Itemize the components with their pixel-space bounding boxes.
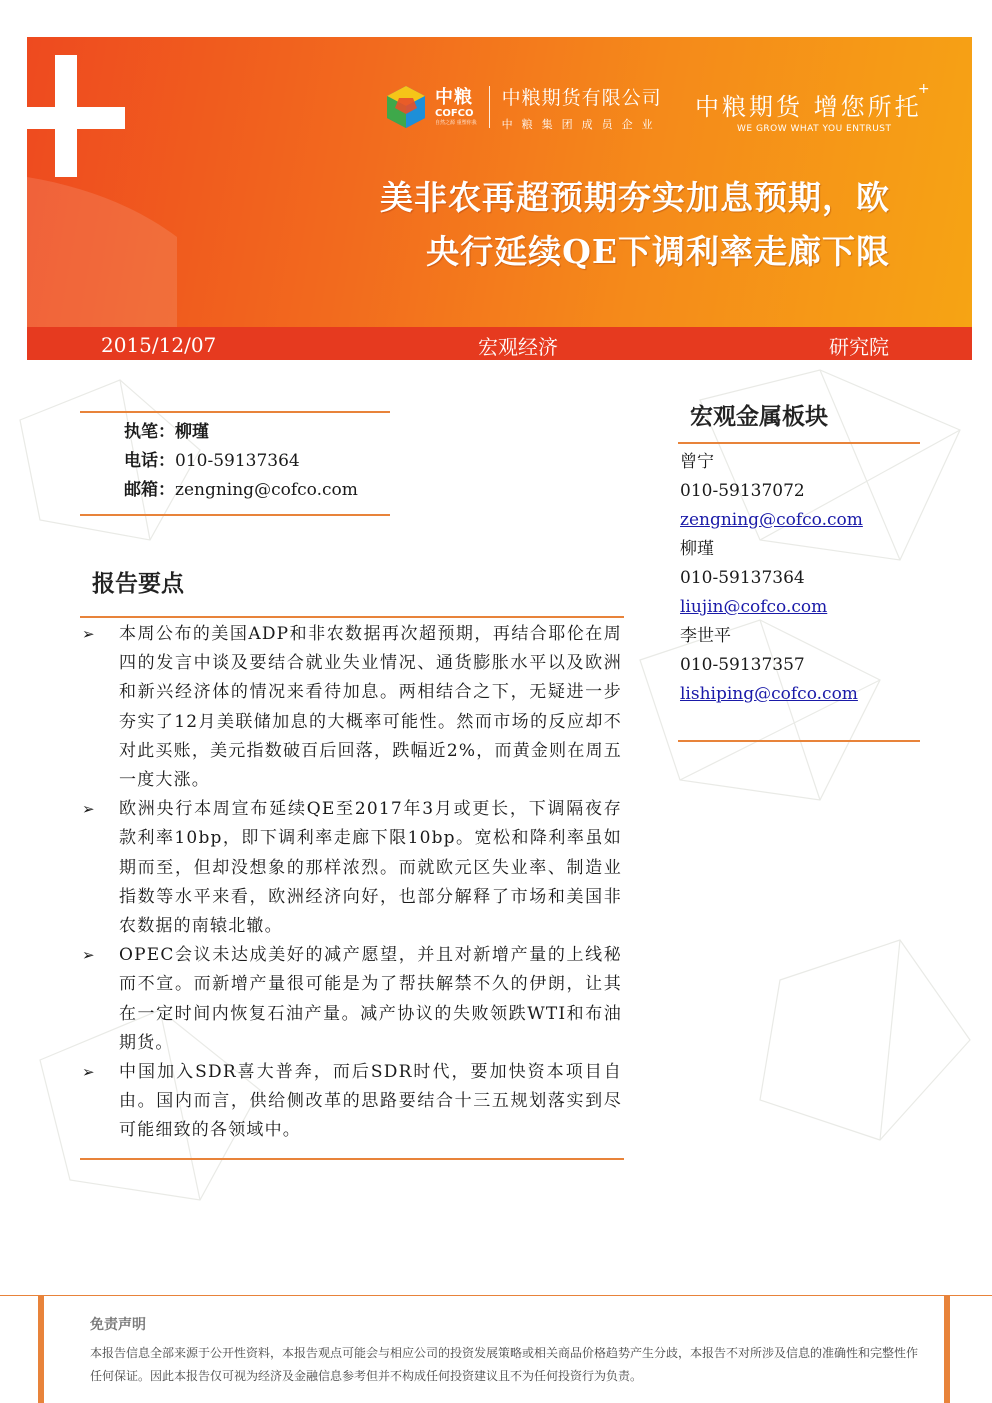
- slogan-cn: 中粮期货 增您所托: [695, 93, 922, 121]
- author-bottom-rule: [80, 514, 390, 516]
- member-email-link[interactable]: lishiping@cofco.com: [680, 684, 858, 704]
- cross-decoration: [27, 37, 227, 327]
- report-point-text: 中国加入SDR喜大普奔，而后SDR时代，要加快资本项目自由。国内而言，供给侧改革的思路要结合十三五规划落实到尽可能细致的各领域中。: [119, 1062, 622, 1141]
- writer-label: 执笔：: [124, 422, 175, 442]
- footer-rule: [0, 1295, 992, 1296]
- report-point: [82, 620, 622, 795]
- member-email-link[interactable]: liujin@cofco.com: [680, 597, 828, 617]
- author-info: [124, 418, 358, 505]
- report-category: 宏观经济: [478, 335, 558, 359]
- member-phone: 010-59137364: [680, 568, 805, 588]
- member-email-link[interactable]: zengning@cofco.com: [680, 510, 863, 530]
- report-point-text: 欧洲央行本周宣布延续QE至2017年3月或更长，下调隔夜存款利率10bp，即下调利率走廊下限10bp。宽松和降利率虽如期而至，但却没想象的那样浓烈。而就欧元区失业率、制造业指数等水平来看，欧洲经济向好，也部分解释了市场和美国非农数据的南辕北辙。: [119, 799, 622, 937]
- writer-row: [124, 418, 358, 447]
- phone-row: [124, 447, 358, 476]
- report-top-rule: [80, 616, 624, 618]
- writer-name: 柳瑾: [175, 422, 209, 442]
- disclaimer-text: 本报告信息全部来源于公开性资料，本报告观点可能会与相应公司的投资发展策略或相关商品价格趋势产生分歧，本报告不对所涉及信息的准确性和完整性作任何保证。因此本报告仅可视为经济及金融信息参考但并不构成任何投资建议且不为任何投资行为负责。: [90, 1346, 919, 1383]
- bullet-arrow-icon: ➢: [82, 1063, 96, 1082]
- member-phone: 010-59137072: [680, 481, 805, 501]
- logo-divider: [489, 86, 490, 128]
- phone-label: 电话：: [124, 451, 175, 471]
- phone-value: 010-59137364: [175, 451, 300, 471]
- team-top-rule: [678, 442, 920, 444]
- report-title: [380, 171, 890, 279]
- company-subtitle: 中粮集团成员企业: [501, 117, 662, 131]
- report-point-text: OPEC会议未达成美好的减产愿望，并且对新增产量的上线秘而不宣。而新增产量很可能是为了帮扶解禁不久的伊朗，让其在一定时间内恢复石油产量。减产协议的失败领跌WTI和布油期货。: [119, 945, 622, 1053]
- report-point: [82, 941, 622, 1058]
- title-line-1: 美非农再超预期夯实加息预期，欧: [380, 178, 890, 217]
- report-points: [82, 620, 622, 1146]
- report-date: 2015/12/07: [101, 333, 217, 357]
- footer-left-bar: [38, 1296, 44, 1403]
- report-section-title: 报告要点: [92, 571, 184, 597]
- member-name: 李世平: [680, 626, 731, 646]
- title-line-2: 央行延续QE下调利率走廊下限: [426, 232, 890, 271]
- bullet-arrow-icon: ➢: [82, 625, 96, 643]
- company-logo: [383, 81, 662, 133]
- bullet-arrow-icon: ➢: [82, 946, 96, 965]
- member-name: 柳瑾: [680, 539, 714, 559]
- header-banner: [27, 37, 972, 327]
- report-point-text: 本周公布的美国ADP和非农数据再次超预期，再结合耶伦在周四的发言中谈及要结合就业失业情况、通货膨胀水平以及欧洲和新兴经济体的情况来看待加息。两相结合之下，无疑进一步夯实了12月美联储加息的大概率可能性。然而市场的反应却不对此买账，美元指数破百后回落，跌幅近2%，而黄金则在周五一度大涨。: [119, 624, 622, 791]
- team-bottom-rule: [678, 740, 920, 742]
- email-label: 邮箱：: [124, 480, 175, 500]
- member-name: 曾宁: [680, 452, 714, 472]
- email-value: zengning@cofco.com: [175, 480, 358, 500]
- team-contacts: [680, 448, 863, 709]
- footer-right-bar: [944, 1296, 950, 1403]
- bullet-arrow-icon: ➢: [82, 800, 96, 819]
- author-top-rule: [80, 411, 390, 413]
- report-institute: 研究院: [829, 335, 889, 359]
- email-row: [124, 476, 358, 505]
- cofco-cube-icon: [383, 84, 429, 130]
- report-point: [82, 795, 622, 941]
- company-name: 中粮期货有限公司: [501, 86, 662, 109]
- report-point: [82, 1058, 622, 1146]
- report-bottom-rule: [80, 1158, 624, 1160]
- info-bar: [27, 327, 972, 360]
- logo-tagline: 自然之源 重塑你我: [435, 119, 477, 126]
- member-phone: 010-59137357: [680, 655, 805, 675]
- disclaimer: [90, 1314, 920, 1388]
- disclaimer-title: 免责声明: [90, 1317, 146, 1333]
- slogan-en: WE GROW WHAT YOU ENTRUST: [737, 124, 892, 134]
- plus-icon: +: [917, 81, 930, 97]
- logo-text-en: COFCO: [435, 107, 474, 119]
- slogan: [695, 81, 930, 134]
- logo-text-cn: 中粮: [435, 86, 473, 108]
- team-section-title: 宏观金属板块: [690, 404, 828, 430]
